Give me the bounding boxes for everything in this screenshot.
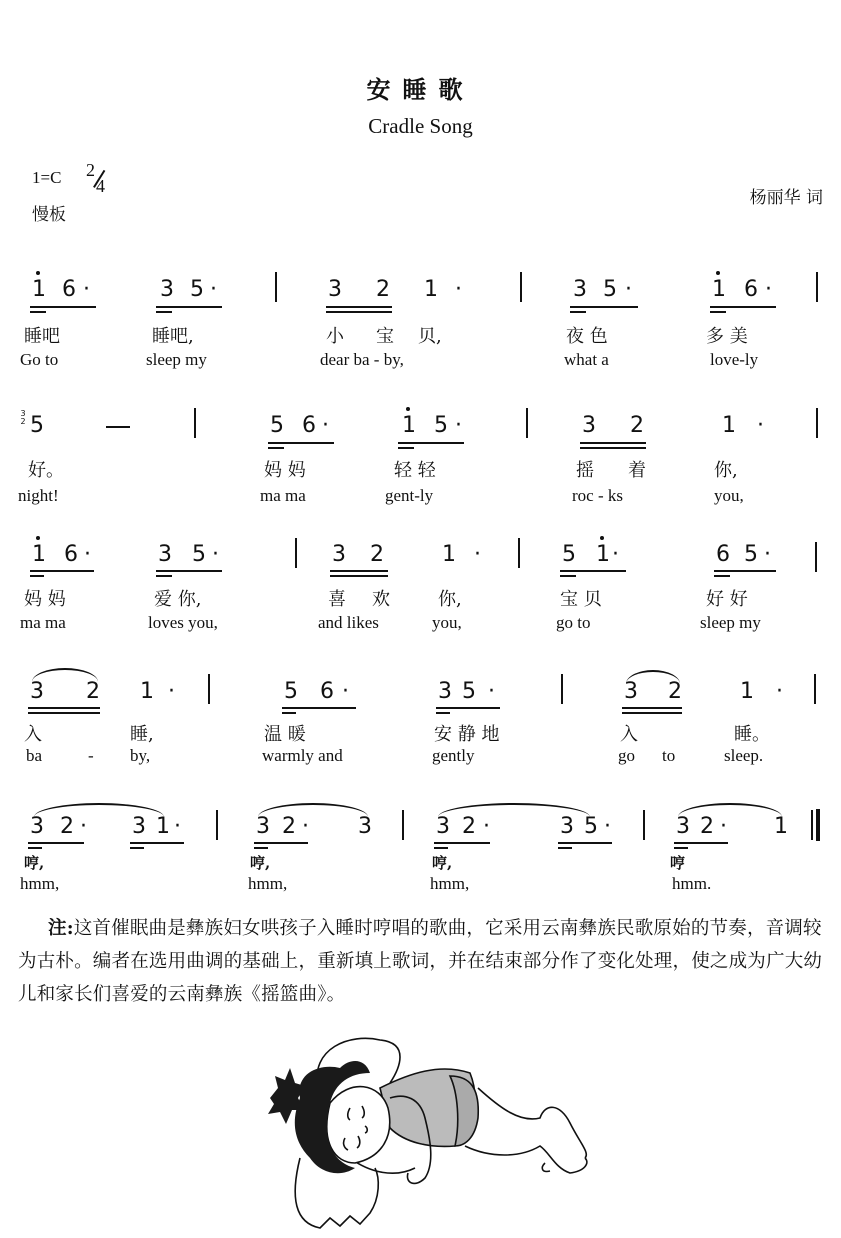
augmentation-dot: · xyxy=(455,277,462,302)
lyric-en: warmly and xyxy=(262,746,343,765)
note: 1 xyxy=(156,814,170,839)
note: 6 xyxy=(64,542,78,567)
barline xyxy=(275,272,277,302)
augmentation-dot: · xyxy=(84,542,91,567)
final-barline-thin xyxy=(811,810,813,840)
augmentation-dot: · xyxy=(483,814,490,839)
note: 2 xyxy=(630,413,644,438)
note: 1 xyxy=(596,542,610,567)
augmentation-dot: · xyxy=(474,542,481,567)
underline xyxy=(282,712,296,714)
lyric-cn: 宝 xyxy=(376,326,394,347)
time-signature-numerator: 2 xyxy=(86,160,95,180)
lyric-en: gently xyxy=(432,746,475,765)
augmentation-dot: · xyxy=(757,413,764,438)
lyric-en: sleep my xyxy=(700,613,761,632)
lyric-cn: 哼 xyxy=(670,854,686,872)
underline xyxy=(268,447,284,449)
underline xyxy=(558,842,612,844)
underline xyxy=(570,311,586,313)
lyric-en: go to xyxy=(556,613,591,632)
high-octave-dot xyxy=(406,407,410,411)
underline xyxy=(714,570,776,572)
note: 3 xyxy=(358,814,372,839)
underline xyxy=(436,712,450,714)
lyric-en: sleep. xyxy=(724,746,764,765)
grace-note: 3 2 xyxy=(20,409,26,426)
note: 1 xyxy=(424,277,438,302)
underline xyxy=(130,847,144,849)
lyric-cn: 摇 xyxy=(576,460,594,481)
note: 5 xyxy=(462,679,476,704)
barline xyxy=(295,538,297,568)
note: 2 xyxy=(282,814,296,839)
underline xyxy=(398,447,414,449)
note: 1 xyxy=(140,679,154,704)
barline xyxy=(402,810,404,840)
lyric-cn: 哼, xyxy=(250,854,271,872)
lyric-cn: 小 xyxy=(326,326,344,347)
lyric-en: to xyxy=(662,746,676,765)
note: 2 xyxy=(60,814,74,839)
lyric-cn: 妈 妈 xyxy=(24,589,66,610)
augmentation-dot: · xyxy=(776,679,783,704)
note: 5 xyxy=(270,413,284,438)
underline xyxy=(254,842,308,844)
underline xyxy=(330,575,388,577)
lyric-en: ma ma xyxy=(260,486,306,505)
underline xyxy=(282,707,356,709)
lyric-cn: 睡吧 xyxy=(24,326,60,347)
lyric-cn: 好 好 xyxy=(706,589,748,610)
lyric-cn: 欢 xyxy=(372,589,390,610)
lyric-en: hmm, xyxy=(20,874,60,893)
underline xyxy=(436,707,500,709)
underline xyxy=(326,306,392,308)
note: 1 xyxy=(402,413,416,438)
underline xyxy=(28,847,42,849)
lyricist-credit: 杨丽华 词 xyxy=(749,188,823,208)
barline xyxy=(518,538,520,568)
lyric-en: hmm. xyxy=(672,874,712,893)
lyric-cn: 温 暖 xyxy=(264,724,306,745)
note: 5 xyxy=(190,277,204,302)
note: 5 xyxy=(744,542,758,567)
note: 1 xyxy=(712,277,726,302)
underline xyxy=(580,447,646,449)
song-title-chinese: 安睡歌 xyxy=(366,75,475,104)
lyric-en: what a xyxy=(564,350,609,369)
lyric-en: hmm, xyxy=(248,874,288,893)
note: 3 xyxy=(30,679,44,704)
augmentation-dot: · xyxy=(174,814,181,839)
footnote-label: 注: xyxy=(48,918,74,939)
augmentation-dot: · xyxy=(488,679,495,704)
underline xyxy=(156,306,222,308)
note: 3 xyxy=(256,814,270,839)
augmentation-dot: · xyxy=(765,277,772,302)
augmentation-dot: · xyxy=(625,277,632,302)
underline xyxy=(28,707,100,709)
underline xyxy=(156,575,172,577)
underline xyxy=(330,570,388,572)
note: 1 xyxy=(722,413,736,438)
lyric-cn: 睡, xyxy=(130,724,154,745)
underline xyxy=(28,712,100,714)
lyric-en: sleep my xyxy=(146,350,207,369)
lyric-cn: 妈 妈 xyxy=(264,460,306,481)
underline xyxy=(30,570,94,572)
footnote xyxy=(18,912,826,1011)
augmentation-dot: · xyxy=(168,679,175,704)
note: 3 xyxy=(30,814,44,839)
augmentation-dot: · xyxy=(455,413,462,438)
lyric-en: and likes xyxy=(318,613,379,632)
note: 5 xyxy=(434,413,448,438)
note: 3 xyxy=(132,814,146,839)
note: 5 xyxy=(192,542,206,567)
augmentation-dot: · xyxy=(322,413,329,438)
note: 5 xyxy=(284,679,298,704)
note: 2 xyxy=(376,277,390,302)
augmentation-dot: · xyxy=(83,277,90,302)
slur xyxy=(678,803,782,817)
augmentation-dot: · xyxy=(302,814,309,839)
sleeping-child-illustration xyxy=(240,1028,600,1233)
note: 6 xyxy=(320,679,334,704)
augmentation-dot: · xyxy=(604,814,611,839)
song-title-english: Cradle Song xyxy=(368,114,473,138)
lyric-cn: 入 xyxy=(24,724,42,745)
underline xyxy=(434,842,490,844)
lyric-cn: 多 美 xyxy=(706,326,748,347)
lyric-cn: 好。 xyxy=(28,460,64,481)
augmentation-dot: · xyxy=(342,679,349,704)
lyric-en: night! xyxy=(18,486,59,505)
lyric-en: Go to xyxy=(20,350,59,369)
barline xyxy=(520,272,522,302)
footnote-text: 这首催眠曲是彝族妇女哄孩子入睡时哼唱的歌曲，它采用云南彝族民歌原始的节奏，音调较为古朴。编者在选用曲调的基础上，重新填上歌词，并在结束部分作了变化处理，使之成为广大幼儿和家长们喜爱的云南彝族《摇篮曲》。 xyxy=(18,918,823,1005)
underline xyxy=(268,442,334,444)
note: 3 xyxy=(328,277,342,302)
note: 3 xyxy=(676,814,690,839)
augmentation-dot: · xyxy=(612,542,619,567)
note: 3 xyxy=(158,542,172,567)
lyric-cn: 睡吧, xyxy=(152,326,194,347)
note: 2 xyxy=(462,814,476,839)
underline xyxy=(622,712,682,714)
underline xyxy=(622,707,682,709)
underline xyxy=(674,847,688,849)
time-signature-denominator: 4 xyxy=(96,176,105,196)
note: 5 xyxy=(30,413,44,438)
underline xyxy=(30,575,44,577)
note: 3 xyxy=(560,814,574,839)
lyric-en: go xyxy=(618,746,635,765)
barline xyxy=(814,674,816,704)
high-octave-dot xyxy=(600,536,604,540)
underline xyxy=(560,570,626,572)
barline xyxy=(526,408,528,438)
barline xyxy=(816,272,818,302)
underline xyxy=(558,847,572,849)
high-octave-dot xyxy=(36,271,40,275)
underline xyxy=(580,442,646,444)
barline xyxy=(643,810,645,840)
underline xyxy=(710,311,726,313)
underline xyxy=(156,311,172,313)
note: 5 xyxy=(584,814,598,839)
lyric-cn: 哼, xyxy=(24,854,45,872)
note: 3 xyxy=(438,679,452,704)
lyric-en: roc - ks xyxy=(572,486,623,505)
note: 6 xyxy=(716,542,730,567)
note: 3 xyxy=(573,277,587,302)
note: 5 xyxy=(603,277,617,302)
lyric-cn: 安 静 地 xyxy=(434,724,500,745)
lyric-en: you, xyxy=(432,613,462,632)
note: 2 xyxy=(86,679,100,704)
underline xyxy=(326,311,392,313)
barline xyxy=(216,810,218,840)
note: 6 xyxy=(744,277,758,302)
high-octave-dot xyxy=(36,536,40,540)
note: 1 xyxy=(740,679,754,704)
augmentation-dot: · xyxy=(764,542,771,567)
lyric-en: gent-ly xyxy=(385,486,434,505)
note: 1 xyxy=(774,814,788,839)
lyric-en: - xyxy=(88,746,94,765)
underline xyxy=(30,311,46,313)
underline xyxy=(254,847,268,849)
augmentation-dot: · xyxy=(80,814,87,839)
barline xyxy=(194,408,196,438)
note: 2 xyxy=(370,542,384,567)
lyric-cn: 轻 轻 xyxy=(394,460,436,481)
barline xyxy=(561,674,563,704)
underline xyxy=(714,575,730,577)
lyric-cn: 入 xyxy=(620,724,638,745)
note: 3 xyxy=(624,679,638,704)
note: 5 xyxy=(562,542,576,567)
barline xyxy=(815,542,817,572)
note: 3 xyxy=(582,413,596,438)
lyric-en: you, xyxy=(714,486,744,505)
underline xyxy=(398,442,464,444)
lyric-cn: 你, xyxy=(438,589,462,610)
underline xyxy=(710,306,776,308)
lyric-en: hmm, xyxy=(430,874,470,893)
lyric-en: by, xyxy=(130,746,151,765)
note: 2 xyxy=(668,679,682,704)
sleeping-child-icon xyxy=(240,1028,600,1233)
underline xyxy=(28,842,84,844)
slur xyxy=(258,803,368,817)
lyric-cn: 夜 色 xyxy=(566,326,608,347)
underline xyxy=(570,306,638,308)
final-barline-thick xyxy=(816,809,820,841)
high-octave-dot xyxy=(716,271,720,275)
tempo-marking: 慢板 xyxy=(32,205,66,225)
lyric-en: love-ly xyxy=(710,350,759,369)
lyric-en: ba xyxy=(26,746,43,765)
lyric-cn: 哼, xyxy=(432,854,453,872)
extension-dash xyxy=(106,426,130,428)
underline xyxy=(434,847,448,849)
barline xyxy=(816,408,818,438)
underline xyxy=(30,306,96,308)
note: 3 xyxy=(436,814,450,839)
note: 1 xyxy=(442,542,456,567)
lyric-cn: 喜 xyxy=(328,589,346,610)
key-signature: 1=C xyxy=(32,168,62,187)
note: 6 xyxy=(62,277,76,302)
barline xyxy=(208,674,210,704)
lyric-en: ma ma xyxy=(20,613,66,632)
lyric-cn: 你, xyxy=(714,460,738,481)
note: 1 xyxy=(32,542,46,567)
lyric-cn: 贝, xyxy=(418,326,442,347)
note: 6 xyxy=(302,413,316,438)
lyric-cn: 着 xyxy=(628,460,646,481)
lyric-cn: 睡。 xyxy=(734,724,770,745)
augmentation-dot: · xyxy=(720,814,727,839)
note: 2 xyxy=(700,814,714,839)
lyric-en: loves you, xyxy=(148,613,218,632)
underline xyxy=(560,575,576,577)
augmentation-dot: · xyxy=(210,277,217,302)
augmentation-dot: · xyxy=(212,542,219,567)
note: 3 xyxy=(160,277,174,302)
underline xyxy=(674,842,728,844)
underline xyxy=(156,570,222,572)
lyric-cn: 宝 贝 xyxy=(560,589,602,610)
note: 1 xyxy=(32,277,46,302)
lyric-en: dear ba - by, xyxy=(320,350,404,369)
note: 3 xyxy=(332,542,346,567)
lyric-cn: 爱 你, xyxy=(154,589,202,610)
underline xyxy=(130,842,184,844)
